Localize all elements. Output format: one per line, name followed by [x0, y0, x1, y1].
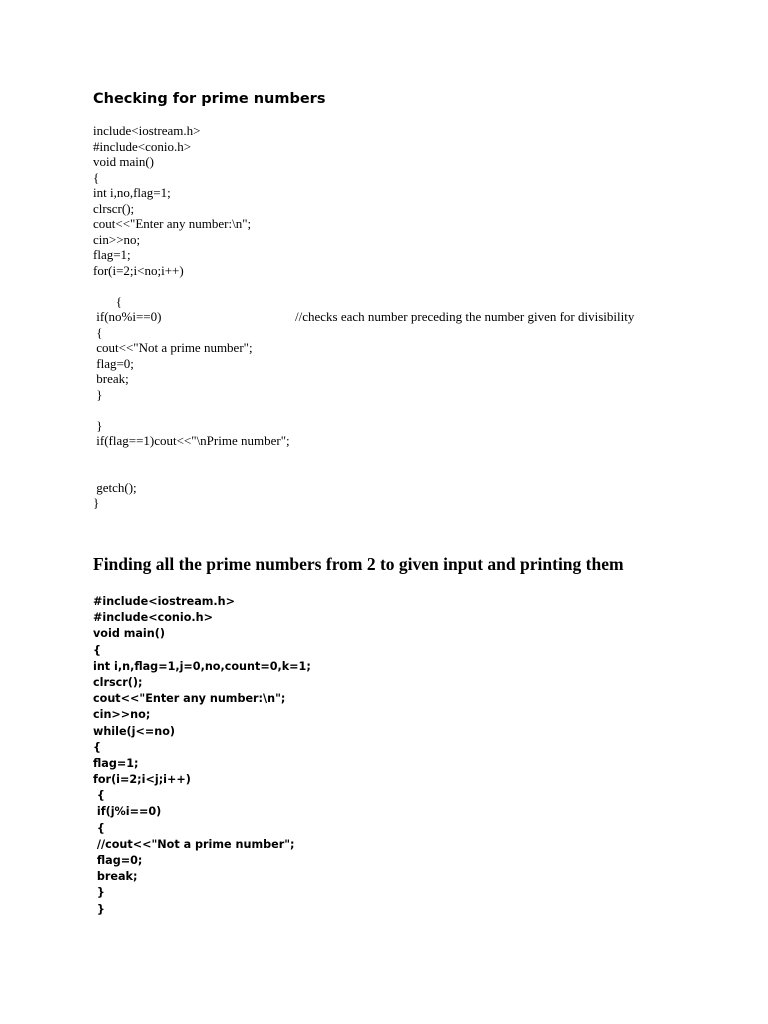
code-line: int i,no,flag=1; [93, 185, 171, 200]
code-line: { [93, 169, 100, 185]
code-line-blank [93, 449, 290, 465]
code-block-find-all-primes [93, 594, 311, 918]
code-line: { [93, 740, 101, 754]
code-line: if(no%i==0) [93, 309, 162, 324]
code-line: if(flag==1)cout<<"\nPrime number"; [93, 433, 290, 448]
section-heading-find-all-primes: Finding all the prime numbers from 2 to given input and printing them [93, 554, 624, 574]
code-line: { [93, 821, 105, 835]
code-line: flag=1; [93, 247, 131, 262]
code-line: flag=1; [93, 756, 139, 770]
code-line: void main() [93, 627, 165, 641]
code-line: break; [93, 870, 138, 884]
code-line: { [93, 789, 105, 803]
code-line: include<iostream.h> [93, 123, 201, 138]
code-line: #include<iostream.h> [93, 595, 236, 608]
code-line-blank [93, 402, 290, 418]
code-line: } [93, 495, 100, 510]
code-line: cin>>no; [93, 708, 151, 722]
code-line: cout<<"Not a prime number"; [93, 340, 253, 355]
code-line: void main() [93, 154, 155, 169]
code-line: clrscr(); [93, 675, 143, 689]
code-line: clrscr(); [93, 200, 135, 216]
code-line-blank [93, 294, 290, 310]
code-line: flag=0; [93, 854, 143, 867]
code-line: for(i=2;i<j;i++) [93, 773, 191, 787]
code-line: #include<conio.h> [93, 138, 192, 154]
code-line: flag=0; [93, 355, 134, 371]
code-line: getch(); [93, 479, 137, 495]
code-comment: //checks each number preceding the number given for divisibility [295, 309, 635, 324]
code-line: cin>>no; [93, 231, 141, 247]
code-line: cout<<"Enter any number:\n"; [93, 216, 252, 231]
code-line: } [93, 886, 105, 900]
code-line: break; [93, 371, 129, 386]
section-heading-check-prime: Checking for prime numbers [93, 91, 326, 107]
code-line-blank [93, 464, 290, 480]
code-block-check-prime [93, 123, 635, 511]
code-line: { [93, 643, 101, 657]
code-line: //cout<<"Not a prime number"; [93, 837, 295, 851]
code-line: int i,n,flag=1,j=0,no,count=0,k=1; [93, 659, 311, 673]
code-line: { [93, 324, 103, 340]
code-text: { [112, 293, 122, 309]
code-line: if(j%i==0) [93, 805, 162, 819]
code-line: #include<conio.h> [93, 611, 213, 625]
code-line: } [93, 902, 105, 916]
code-line: for(i=2;i<no;i++) [93, 262, 184, 278]
code-line: while(j<=no) [93, 724, 176, 738]
code-line: } [93, 417, 103, 433]
code-line: cout<<"Enter any number:\n"; [93, 692, 286, 706]
code-line: } [93, 386, 103, 402]
